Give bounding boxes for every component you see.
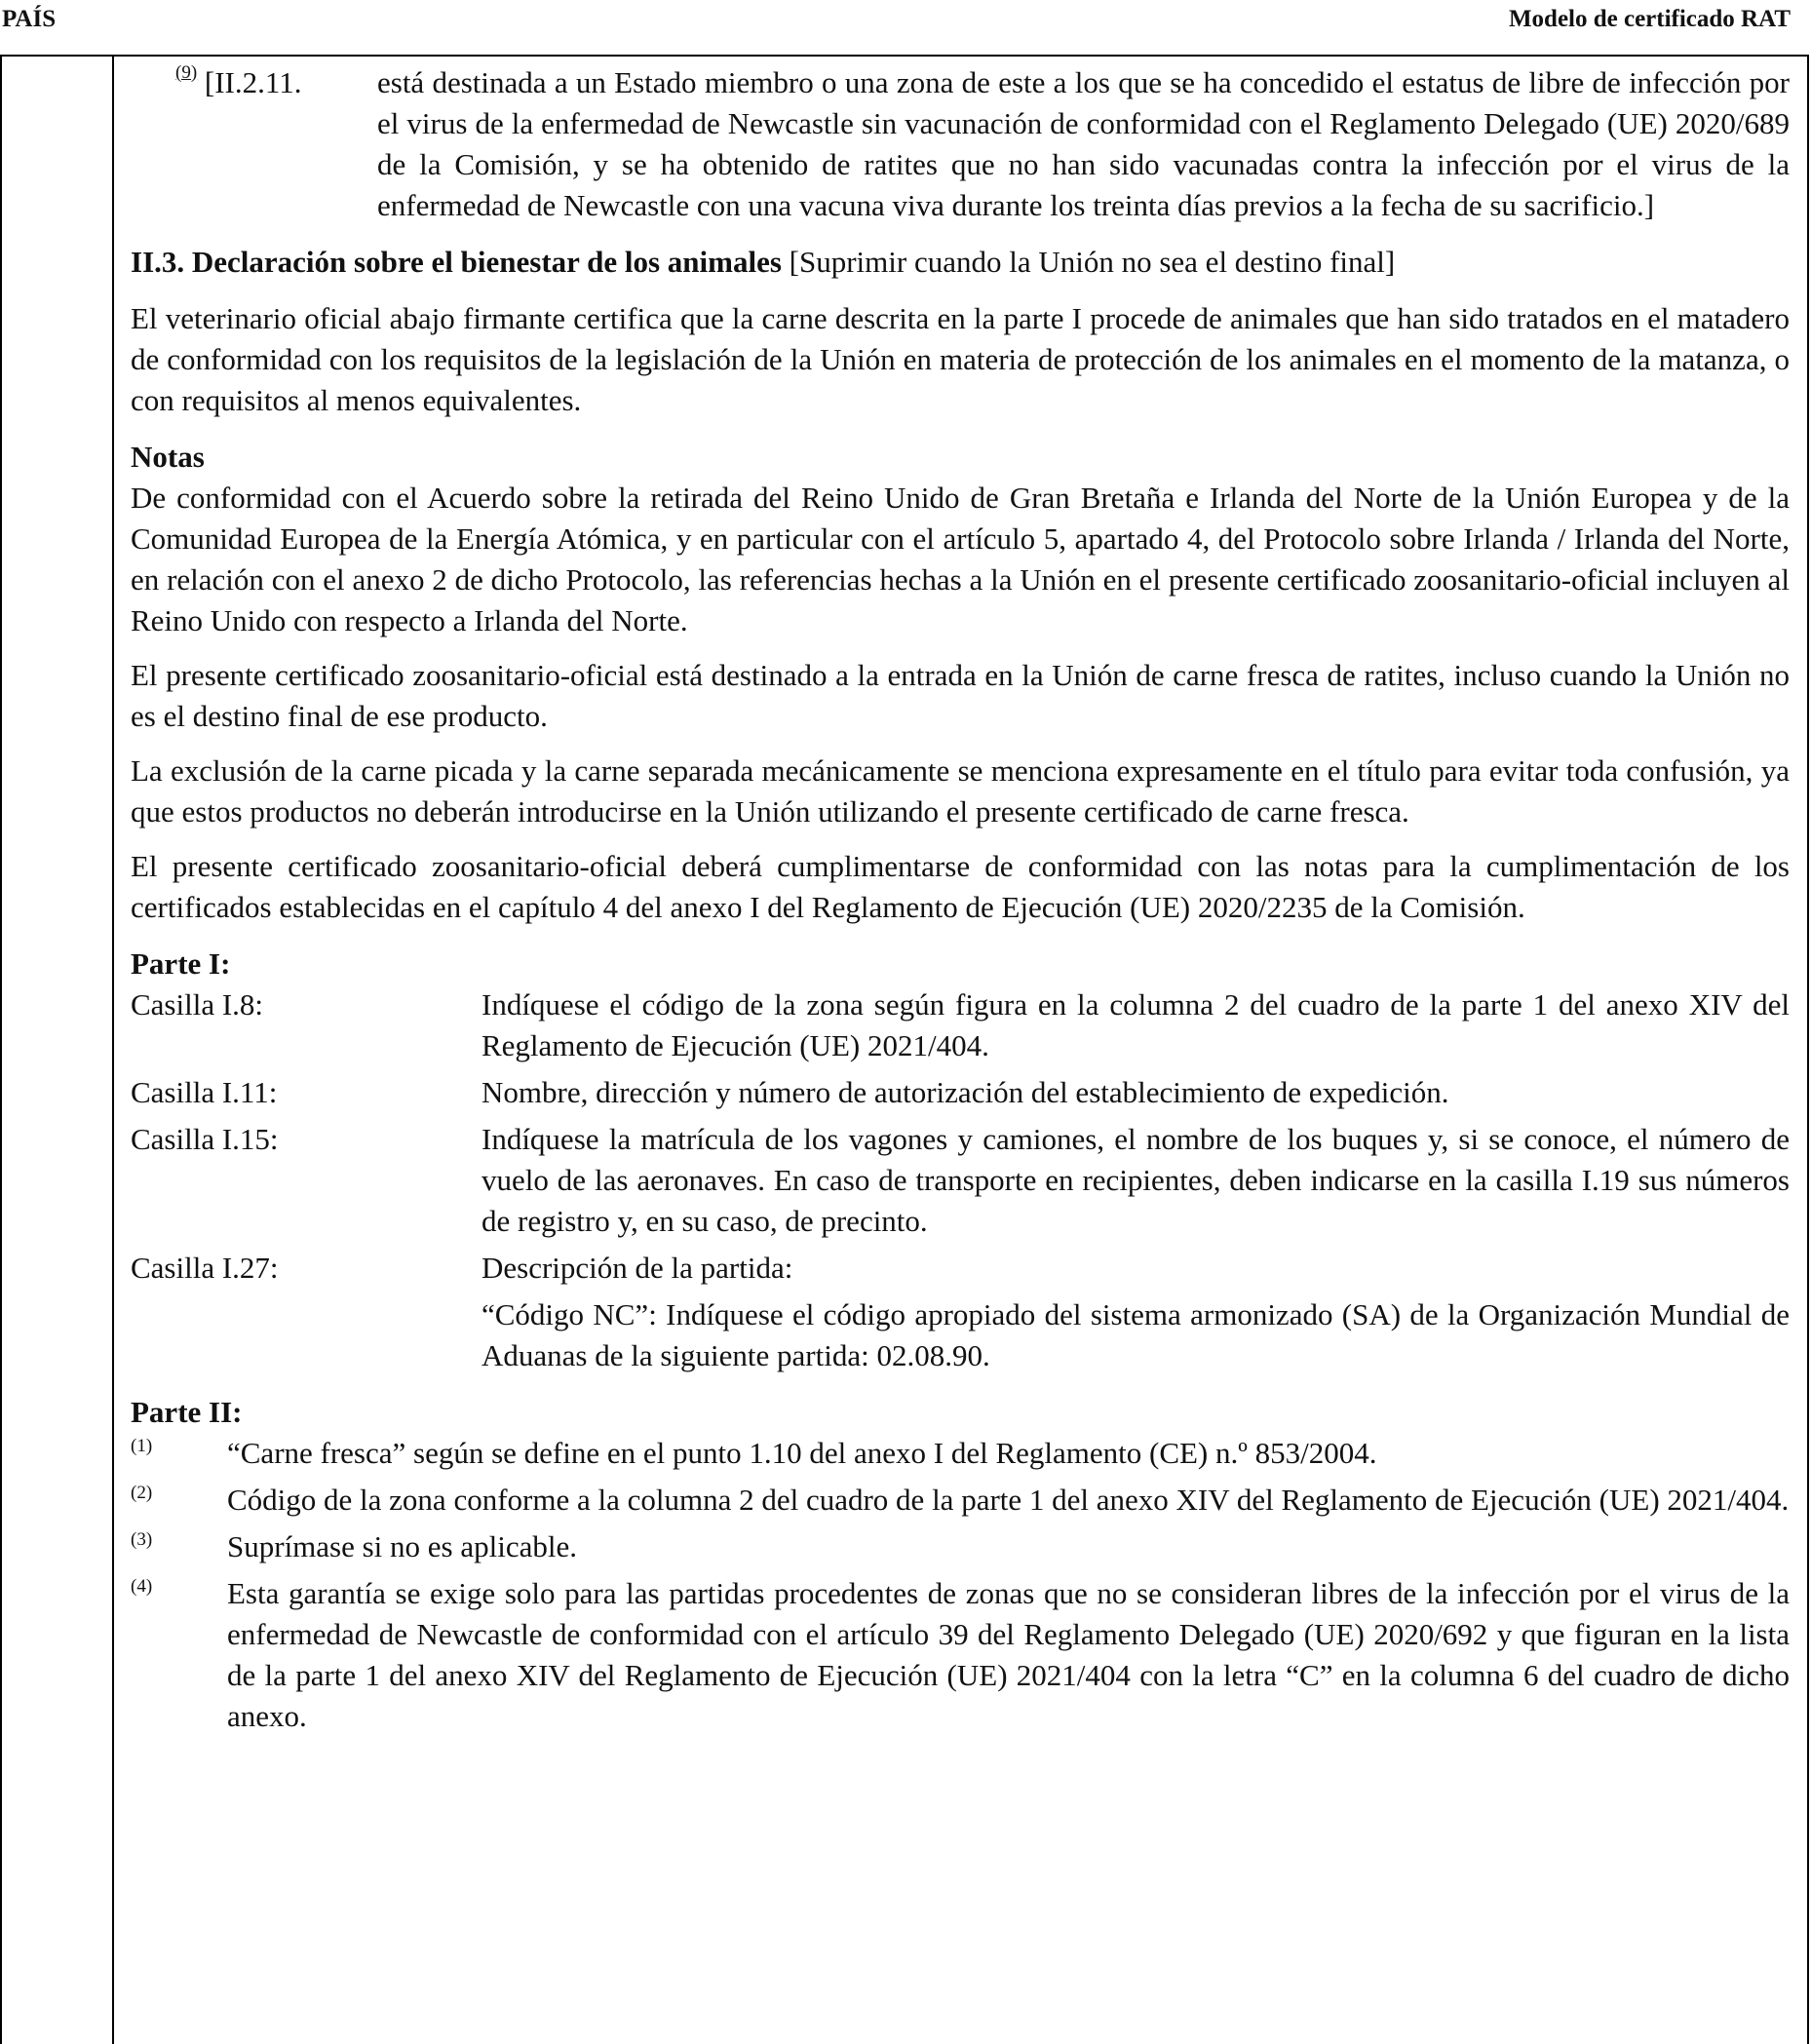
left-column-divider	[112, 55, 114, 2044]
footnote-row	[131, 1573, 1790, 1737]
casilla-label: Casilla I.8:	[131, 987, 264, 1022]
casilla-row	[131, 1072, 1790, 1113]
footnote-row	[131, 1433, 1790, 1474]
footnote-row	[131, 1480, 1790, 1521]
footnote-row	[131, 1526, 1790, 1567]
footnote-ref-9: (9)	[175, 61, 198, 83]
notas-paragraph: El presente certificado zoosanitario-oficial deberá cumplimentarse de conformidad con las notas para la cumplimentación de los certificados establecidas en el capítulo 4 del anexo I del Reglamento de Ejecución (UE) 2020/2235 de la Comisión.	[131, 849, 1790, 924]
casilla-text: Indíquese el código de la zona según figura en la columna 2 del cuadro de la parte 1 del anexo XIV del Reglamento de Ejecución (UE) 2021/404.	[482, 987, 1790, 1062]
casilla-text: Indíquese la matrícula de los vagones y camiones, el nombre de los buques y, si se conoce, el número de vuelo de las aeronaves. En caso de transporte en recipientes, deben indicarse en la casilla I.19 sus números de registro y, en su caso, de precinto.	[482, 1122, 1790, 1238]
footnote-marker: (1)	[131, 1436, 153, 1456]
notas-paragraph: La exclusión de la carne picada y la carne separada mecánicamente se menciona expresamente en el título para evitar toda confusión, ya que estos productos no deberán introducirse en la Unión utilizando el presente certificado de carne fresca.	[131, 753, 1790, 829]
casilla-text: Nombre, dirección y número de autorización del establecimiento de expedición.	[482, 1075, 1449, 1109]
parte-i-heading: Parte I:	[131, 946, 231, 981]
casilla-label: Casilla I.27:	[131, 1251, 279, 1285]
item-label: [II.2.11.	[204, 65, 302, 99]
casilla-label: Casilla I.15:	[131, 1122, 279, 1156]
footnote-text: Esta garantía se exige solo para las partidas procedentes de zonas que no se consideran libres de la infección por el virus de la enfermedad de Newcastle de conformidad con el artículo 39 del Reglamento Delegado (UE) 2020/692 y que figuran en la lista de la parte 1 del anexo XIV del Reglamento de Ejecución (UE) 2021/404 con la letra “C” en la columna 6 del cuadro de dicho anexo.	[227, 1576, 1790, 1733]
casilla-label: Casilla I.11:	[131, 1075, 278, 1109]
footnote-marker: (4)	[131, 1576, 153, 1597]
certificate-content	[131, 62, 1790, 1737]
footnote-marker: (2)	[131, 1483, 153, 1503]
footnote-text: “Carne fresca” según se define en el punto 1.10 del anexo I del Reglamento (CE) n.º 853/2004.	[227, 1436, 1377, 1470]
section-ii3-heading: II.3. Declaración sobre el bienestar de los animales	[131, 245, 782, 279]
notas-paragraph: El presente certificado zoosanitario-oficial está destinado a la entrada en la Unión de carne fresca de ratites, incluso cuando la Unión no es el destino final de ese producto.	[131, 658, 1790, 733]
section-ii3-text: El veterinario oficial abajo firmante certifica que la carne descrita en la parte I procede de animales que han sido tratados en el matadero de conformidad con los requisitos de la legislación de la Unión en materia de protección de los animales en el momento de la matanza, o con requisitos al menos equivalentes.	[131, 301, 1790, 417]
casilla-extra-text: “Código NC”: Indíquese el código apropiado del sistema armonizado (SA) de la Organización Mundial de Aduanas de la siguiente partida: 02.08.90.	[482, 1297, 1790, 1372]
footnote-marker: (3)	[131, 1529, 153, 1550]
footnote-text: Código de la zona conforme a la columna 2 del cuadro de la parte 1 del anexo XIV del Reglamento de Ejecución (UE) 2021/404.	[227, 1483, 1790, 1517]
casilla-row	[131, 1119, 1790, 1242]
casilla-text: Descripción de la partida:	[482, 1251, 793, 1285]
section-ii3-title	[131, 242, 1790, 283]
parte-ii-heading: Parte II:	[131, 1395, 243, 1429]
notas-heading: Notas	[131, 440, 205, 474]
item-text: está destinada a un Estado miembro o una zona de este a los que se ha concedido el estatus de libre de infección por el virus de la enfermedad de Newcastle sin vacunación de conformidad con el Reglamento Delegado (UE) 2020/689 de la Comisión, y se ha obtenido de ratites que no han sido vacunadas contra la infección por el virus de la enfermedad de Newcastle con una vacuna viva durante los treinta días previos a la fecha de su sacrificio.]	[377, 65, 1790, 222]
header-model: Modelo de certificado RAT	[1508, 6, 1791, 32]
casilla-row	[131, 1248, 1790, 1376]
header-country: PAÍS	[2, 6, 57, 32]
section-ii3-note: [Suprimir cuando la Unión no sea el destino final]	[781, 245, 1396, 279]
casilla-row	[131, 984, 1790, 1066]
notas-paragraph: De conformidad con el Acuerdo sobre la retirada del Reino Unido de Gran Bretaña e Irlanda del Norte de la Unión Europea y de la Comunidad Europea de la Energía Atómica, y en particular con el artículo 5, apartado 4, del Protocolo sobre Irlanda / Irlanda del Norte, en relación con el anexo 2 de dicho Protocolo, las referencias hechas a la Unión en el presente certificado zoosanitario-oficial incluyen al Reino Unido con respecto a Irlanda del Norte.	[131, 481, 1790, 637]
footnote-text: Suprímase si no es aplicable.	[227, 1529, 577, 1563]
item-ii-2-11	[131, 62, 1790, 226]
